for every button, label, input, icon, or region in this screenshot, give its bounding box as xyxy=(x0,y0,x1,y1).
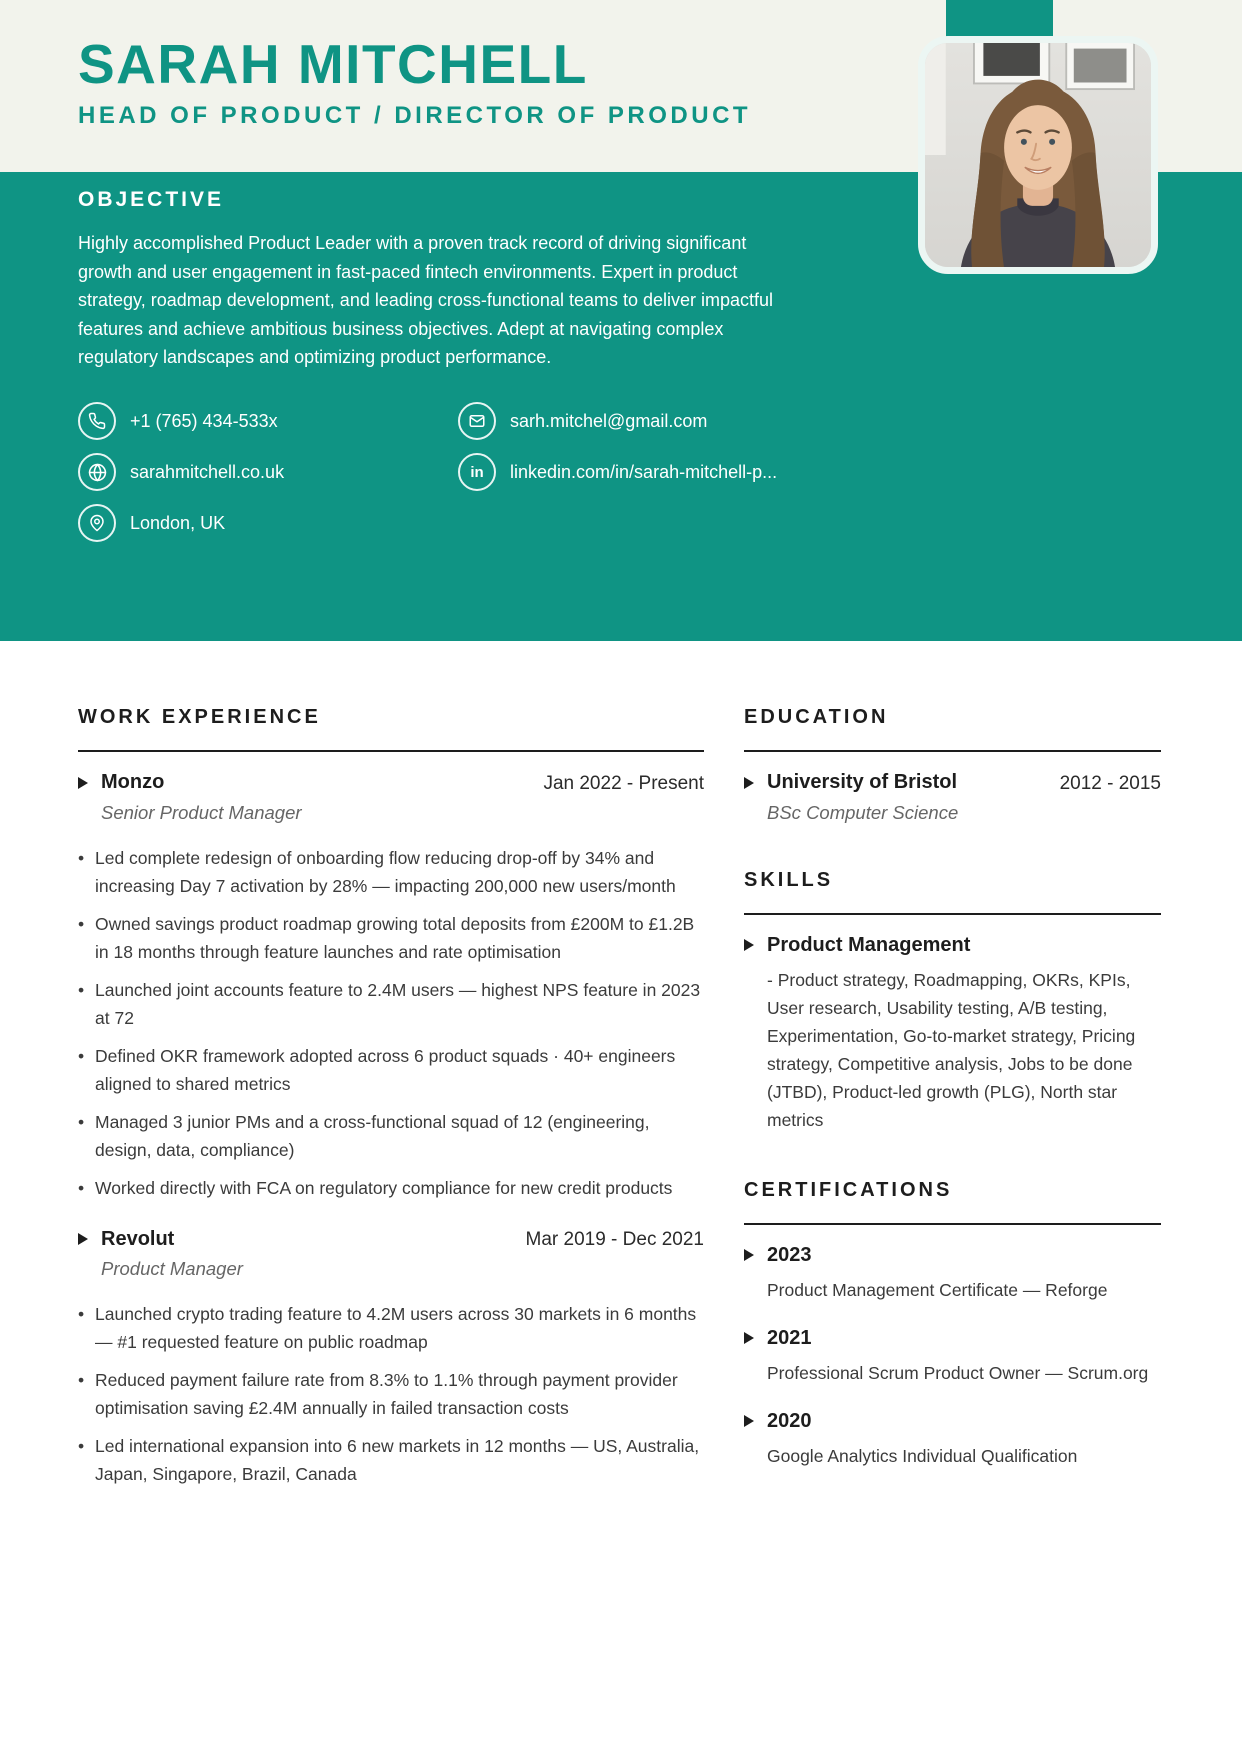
job-role: Product Manager xyxy=(101,1258,243,1279)
skill-category: Product Management xyxy=(767,933,971,956)
job-bullet: • Led complete redesign of onboarding flow reducing drop-off by 34% and increasing Day 7 activation by 28% — impacting 200,000 new users/month xyxy=(78,844,704,900)
triangle-bullet-icon xyxy=(744,939,754,951)
job-bullet: • Reduced payment failure rate from 8.3% to 1.1% through payment provider optimisation saving £2.4M annually in failed transaction costs xyxy=(78,1366,704,1422)
education-heading: EDUCATION xyxy=(744,706,1161,752)
triangle-bullet-icon xyxy=(744,1415,754,1427)
job-role: Senior Product Manager xyxy=(101,801,302,823)
location-pin-icon xyxy=(78,504,116,542)
degree-name: BSc Computer Science xyxy=(767,801,959,823)
certification-year: 2023 xyxy=(767,1243,812,1266)
work-experience-heading: WORK EXPERIENCE xyxy=(78,706,704,752)
job-bullet-list xyxy=(78,844,704,1202)
job-entry-revolut xyxy=(78,1228,704,1489)
skill-details: - Product strategy, Roadmapping, OKRs, KPIs, User research, Usability testing, A/B testing, Experimentation, Go-to-market strategy, Pricing strategy, Competitive analysis, Jobs to be done (JTBD), Product-led growth (PLG), North star metrics xyxy=(767,969,1136,1130)
certification-name: Google Analytics Individual Qualification xyxy=(767,1445,1078,1466)
certification-year: 2020 xyxy=(767,1409,812,1432)
company-name: Revolut xyxy=(101,1227,175,1250)
job-bullet-list xyxy=(78,1300,704,1488)
certification-name: Product Management Certificate — Reforge xyxy=(767,1279,1108,1300)
contact-website xyxy=(78,452,458,492)
portrait-illustration xyxy=(925,43,1151,267)
contact-list xyxy=(78,401,898,543)
certification-year: 2021 xyxy=(767,1326,812,1349)
website-value[interactable]: sarahmitchell.co.uk xyxy=(130,461,285,482)
contact-email xyxy=(458,401,898,441)
objective-text: Highly accomplished Product Leader with a proven track record of driving significant growth and user engagement in fast-paced fintech environments. Expert in product strategy, roadmap development, and leading cross-functional teams to deliver impactful features and achieve ambitious business objectives. Adept at navigating complex regulatory landscapes and optimizing product performance. xyxy=(78,233,774,367)
certifications-heading: CERTIFICATIONS xyxy=(744,1179,1161,1225)
job-bullet: • Owned savings product roadmap growing total deposits from £200M to £1.2B in 18 months through feature launches and rate optimisation xyxy=(78,910,704,966)
triangle-bullet-icon xyxy=(78,1233,88,1245)
job-bullet: • Worked directly with FCA on regulatory compliance for new credit products xyxy=(78,1174,704,1202)
company-name: Monzo xyxy=(101,771,165,793)
work-experience-section xyxy=(78,706,704,1514)
skills-section xyxy=(744,869,1161,1134)
job-bullet: • Defined OKR framework adopted across 6 product squads · 40+ engineers aligned to shared metrics xyxy=(78,1042,704,1098)
certification-entry xyxy=(744,1410,1161,1470)
school-name: University of Bristol xyxy=(767,771,958,793)
education-dates: 2012 - 2015 xyxy=(1059,772,1161,794)
certification-entry xyxy=(744,1244,1161,1304)
certification-name: Professional Scrum Product Owner — Scrum.org xyxy=(767,1362,1149,1383)
triangle-bullet-icon xyxy=(744,777,754,789)
objective-section xyxy=(78,188,778,372)
job-bullet: • Launched joint accounts feature to 2.4M users — highest NPS feature in 2023 at 72 xyxy=(78,976,704,1032)
phone-icon xyxy=(78,402,116,440)
job-dates: Mar 2019 - Dec 2021 xyxy=(525,1229,704,1250)
certification-entry xyxy=(744,1327,1161,1387)
person-job-title: HEAD OF PRODUCT / DIRECTOR OF PRODUCT xyxy=(78,102,752,129)
person-name: SARAH MITCHELL xyxy=(78,33,588,95)
job-bullet: • Led international expansion into 6 new markets in 12 months — US, Australia, Japan, Singapore, Brazil, Canada xyxy=(78,1432,704,1488)
photo-accent-tab xyxy=(946,0,1053,37)
job-bullet: • Launched crypto trading feature to 4.2M users across 30 markets in 6 months — #1 requested feature on public roadmap xyxy=(78,1300,704,1356)
linkedin-value[interactable]: linkedin.com/in/sarah-mitchell-p... xyxy=(510,461,778,482)
job-bullet: • Managed 3 junior PMs and a cross-functional squad of 12 (engineering, design, data, compliance) xyxy=(78,1108,704,1164)
email-icon xyxy=(458,402,496,440)
job-entry-monzo xyxy=(78,771,704,1202)
profile-photo xyxy=(918,36,1158,274)
triangle-bullet-icon xyxy=(744,1332,754,1344)
triangle-bullet-icon xyxy=(78,777,88,789)
job-dates: Jan 2022 - Present xyxy=(543,772,704,794)
right-column xyxy=(744,706,1161,1493)
certifications-section xyxy=(744,1179,1161,1470)
objective-heading: OBJECTIVE xyxy=(78,188,225,211)
location-value: London, UK xyxy=(130,512,226,533)
contact-location xyxy=(78,503,458,543)
globe-icon xyxy=(78,453,116,491)
contact-phone xyxy=(78,401,458,441)
triangle-bullet-icon xyxy=(744,1249,754,1261)
education-section xyxy=(744,706,1161,824)
phone-value[interactable]: +1 (765) 434-533x xyxy=(130,410,278,431)
contact-linkedin xyxy=(458,452,898,492)
skills-heading: SKILLS xyxy=(744,869,1161,915)
linkedin-icon: in xyxy=(458,453,496,491)
email-value[interactable]: sarh.mitchel@gmail.com xyxy=(510,410,708,431)
